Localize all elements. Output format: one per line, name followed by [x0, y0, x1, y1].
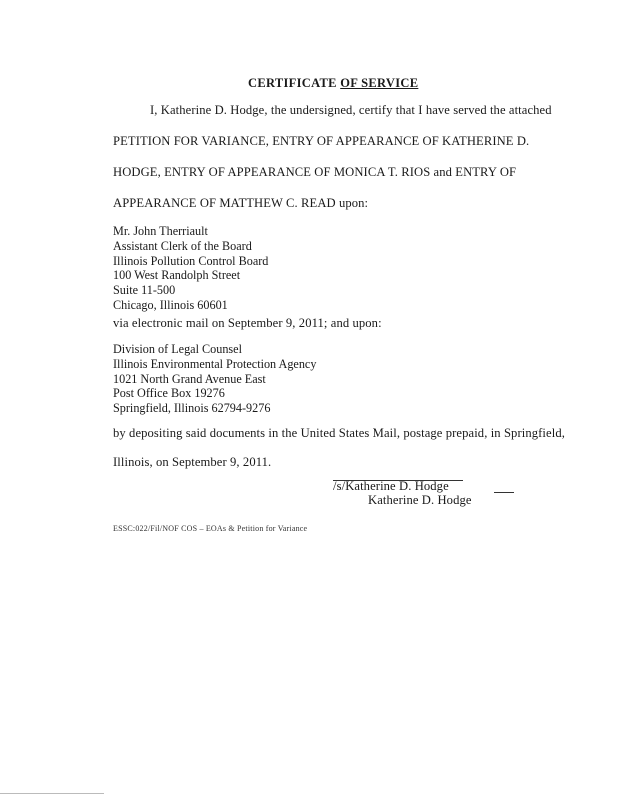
address-line: Suite 11-500 — [113, 283, 176, 298]
documents-line-2: HODGE, ENTRY OF APPEARANCE OF MONICA T. RIOS and ENTRY OF — [113, 165, 517, 179]
title-of-service: OF SERVICE — [340, 76, 419, 90]
document-reference-footer: ESSC:022/Fil/NOF COS – EOAs & Petition for Variance — [113, 524, 308, 533]
deposit-line-1: by depositing said documents in the United States Mail, postage prepaid, in Springfield, — [113, 426, 565, 440]
address-line: Illinois Pollution Control Board — [113, 253, 269, 268]
address-line: Post Office Box 19276 — [113, 386, 225, 401]
address-line: Assistant Clerk of the Board — [113, 238, 252, 253]
address-line: Springfield, Illinois 62794-9276 — [113, 401, 271, 416]
address-line: Mr. John Therriault — [113, 224, 208, 238]
service-method-line: via electronic mail on September 9, 2011; and upon: — [113, 316, 382, 330]
signature-underline — [333, 480, 463, 481]
signer-name: Katherine D. Hodge — [368, 493, 472, 507]
electronic-signature: /s/Katherine D. Hodge — [333, 479, 449, 493]
documents-line-1: PETITION FOR VARIANCE, ENTRY OF APPEARANCE OF KATHERINE D. — [113, 134, 530, 148]
documents-line-3: APPEARANCE OF MATTHEW C. READ upon: — [113, 196, 369, 210]
signature-block — [333, 479, 449, 494]
certify-line: I, Katherine D. Hodge, the undersigned, certify that I have served the attached — [150, 103, 552, 117]
address-line: Division of Legal Counsel — [113, 342, 242, 356]
address-line: Illinois Environmental Protection Agency — [113, 356, 317, 371]
document-title — [248, 76, 418, 91]
recipient-address-2 — [113, 342, 316, 416]
title-certificate: CERTIFICATE — [248, 76, 337, 90]
address-line: Chicago, Illinois 60601 — [113, 297, 228, 312]
deposit-line-2: Illinois, on September 9, 2011. — [113, 455, 272, 469]
scan-edge-mark — [0, 793, 104, 794]
address-line: 1021 North Grand Avenue East — [113, 371, 266, 386]
recipient-address-1 — [113, 224, 268, 313]
signature-underline-extension — [494, 492, 514, 493]
address-line: 100 West Randolph Street — [113, 268, 241, 283]
